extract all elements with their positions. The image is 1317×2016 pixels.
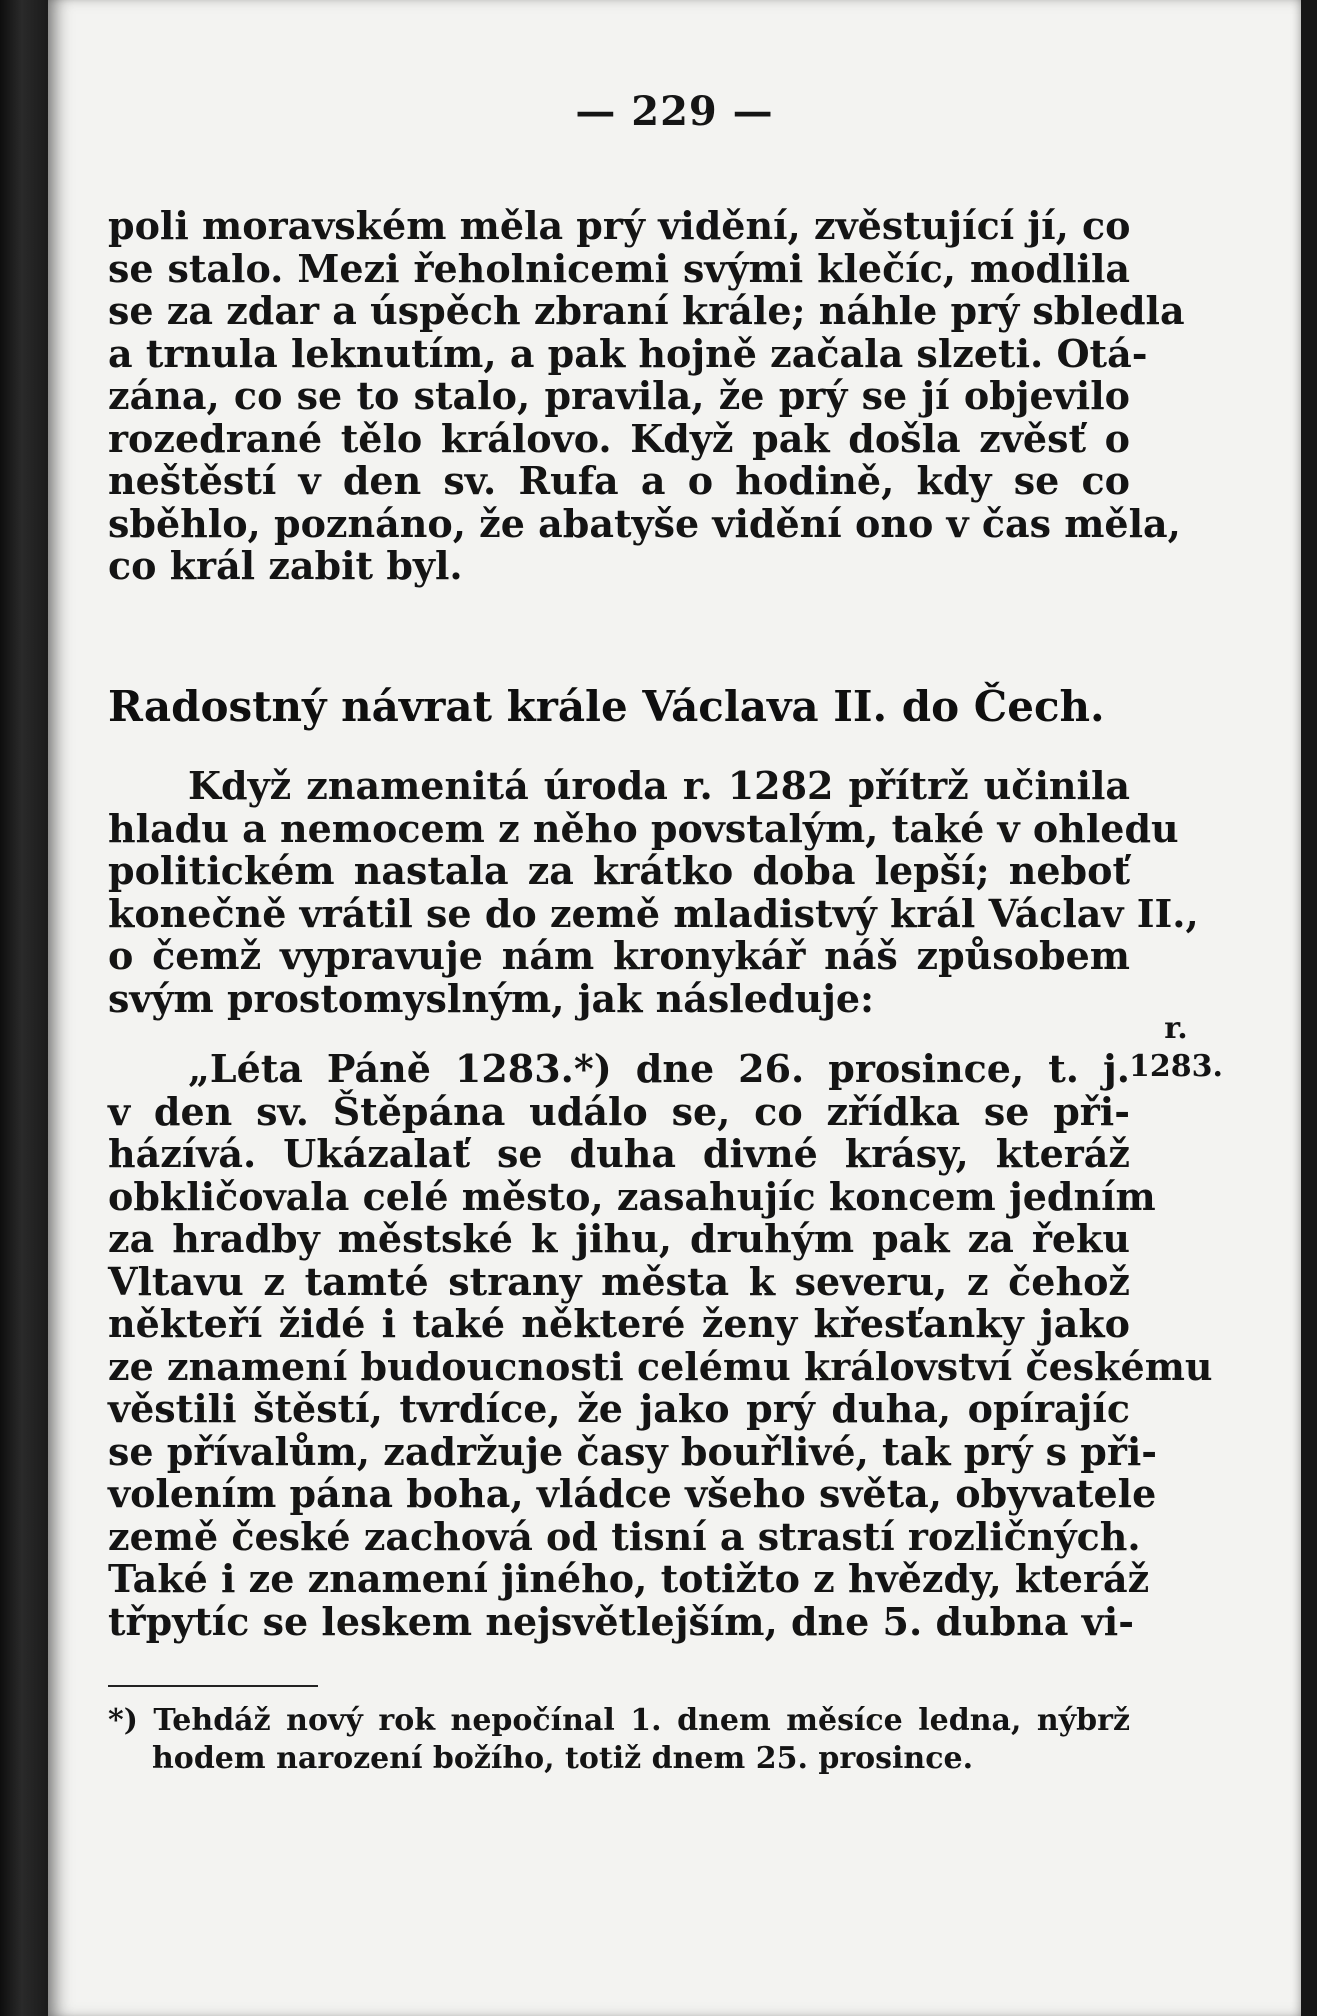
book-page [48,0,1301,2016]
paragraph-2 [108,763,1199,1021]
margin-note-year [1126,1010,1226,1086]
footnote-divider [108,1685,318,1687]
text-line: Vltavu z tamté strany města k severu, z čehož [108,1258,1130,1304]
text-line: se stalo. Mezi řeholnicemi svými klečíc, modlila [108,245,1130,291]
text-line: neštěstí v den sv. Rufa a o hodině, kdy se co [108,458,1130,503]
text-line: zána, co se to stalo, pravila, že prý se jí objevilo [108,373,1130,418]
text-line: Když znamenitá úroda r. 1282 přítrž učinila [188,763,1130,808]
page-number: — 229 — [575,88,774,135]
text-line: za hradby městské k jihu, druhým pak za řeku [108,1216,1130,1261]
footnote-line: hodem narození božího, totiž dnem 25. prosince. [152,1741,974,1776]
text-line: o čemž vypravuje nám kronykář náš způsobem [108,933,1130,978]
text-line: ze znamení budoucnosti celému království českému [108,1343,1213,1389]
text-line: hladu a nemocem z něho povstalým, také v ohledu [108,805,1179,851]
margin-note-line: 1283. [1129,1049,1223,1084]
text-line: volením pána boha, vládce všeho světa, obyvatele [108,1471,1157,1516]
text-line: sběhlo, poznáno, že abatyše vidění ono v čas měla, [108,500,1181,546]
page-right-edge [1301,0,1317,2016]
text-line: svým prostomyslným, jak následuje: [108,975,875,1021]
footnote-line: *) Tehdáž nový rok nepočínal 1. dnem měsíce ledna, nýbrž [108,1703,1130,1738]
margin-note-line: r. [1164,1011,1188,1046]
book-spine-shadow [0,0,48,2016]
text-line: konečně vrátil se do země mladistvý král Václav II., [108,890,1199,936]
text-line: někteří židé i také některé ženy křesťanky jako [108,1301,1130,1346]
text-line: „Léta Páně 1283.*) dne 26. prosince, t. j. [188,1046,1130,1091]
text-line: v den sv. Štěpána událo se, co zřídka se při- [108,1088,1130,1134]
paragraph-3 [108,1046,1213,1644]
text-line: poli moravském měla prý vidění, zvěstující jí, co [108,203,1131,248]
text-line: co král zabit byl. [108,543,463,588]
section-heading: Radostný návrat krále Václava II. do Čech. [108,682,1105,731]
text-line: Také i ze znamení jiného, totižto z hvězdy, kteráž [108,1556,1150,1601]
footnote [108,1702,1130,1778]
text-line: politickém nastala za krátko doba lepší; neboť [108,848,1130,893]
paragraph-1 [108,203,1185,588]
text-line: země české zachová od tisní a strastí rozličných. [108,1513,1141,1559]
text-line: se za zdar a úspěch zbraní krále; náhle prý sbledla [108,288,1185,333]
text-line: se přívalům, zadržuje časy bouřlivé, tak prý s při- [108,1428,1158,1474]
text-line: věstili štěstí, tvrdíce, že jako prý duha, opírajíc [108,1386,1130,1431]
text-line: obkličovala celé město, zasahujíc koncem jedním [108,1173,1156,1219]
text-line: házívá. Ukázalať se duha divné krásy, kteráž [108,1131,1130,1176]
text-line: a trnula leknutím, a pak hojně začala slzeti. Otá- [108,330,1148,376]
text-line: rozedrané tělo královo. Když pak došla zvěsť o [108,415,1130,461]
text-line: třpytíc se leskem nejsvětlejším, dne 5. dubna vi- [108,1598,1134,1644]
